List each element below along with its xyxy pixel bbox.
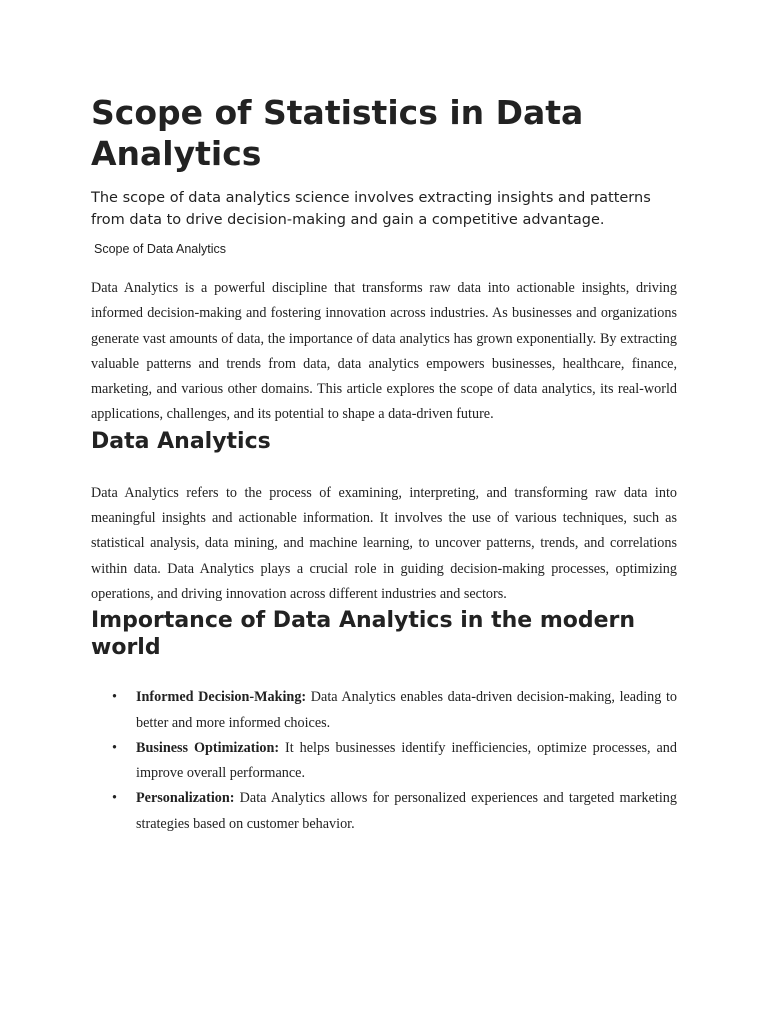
bullet-icon: • — [112, 689, 117, 706]
section-heading-importance: Importance of Data Analytics in the modern world — [91, 608, 636, 661]
lead-paragraph: The scope of data analytics science involves extracting insights and patterns from data to drive decision-making and gain a competitive advantage. — [91, 190, 651, 228]
list-item — [91, 736, 677, 787]
list-item-text: It helps businesses identify inefficiencies, optimize processes, and improve overall performance. — [136, 739, 677, 782]
image-caption: Scope of Data Analytics — [94, 242, 227, 256]
bullet-icon: • — [112, 739, 117, 756]
importance-list — [91, 685, 677, 837]
data-analytics-paragraph: Data Analytics refers to the process of examining, interpreting, and transforming raw data into meaningful insights and actionable information. It involves the use of various techniques, such as statistical analysis, data mining, and machine learning, to uncover patterns, trends, and correlations within data. Data Analytics plays a crucial role in guiding decision-making processes, optimizing operations, and driving innovation across different industries and sectors. — [91, 484, 677, 602]
page-title: Scope of Statistics in Data Analytics — [91, 93, 584, 173]
list-item-term: Informed Decision-Making: — [136, 689, 307, 706]
list-item-term: Business Optimization: — [136, 739, 280, 756]
document-page — [91, 92, 677, 837]
bullet-icon: • — [112, 790, 117, 807]
list-item-term: Personalization: — [136, 790, 235, 807]
list-item-text: Data Analytics allows for personalized experiences and targeted marketing strategies based on customer behavior. — [136, 790, 677, 832]
intro-paragraph: Data Analytics is a powerful discipline that transforms raw data into actionable insights, driving informed decision-making and fostering innovation across industries. As businesses and organizations generate vast amounts of data, the importance of data analytics has grown exponentially. By extracting valuable patterns and trends from data, data analytics empowers businesses, healthcare, finance, marketing, and various other domains. This article explores the scope of data analytics, its real-world applications, challenges, and its potential to shape a data-driven future. — [91, 280, 677, 423]
list-item — [91, 786, 677, 837]
list-item-text: Data Analytics enables data-driven decision-making, leading to better and more informed choices. — [136, 689, 678, 731]
list-item — [91, 685, 677, 736]
section-heading-data-analytics: Data Analytics — [91, 428, 271, 454]
